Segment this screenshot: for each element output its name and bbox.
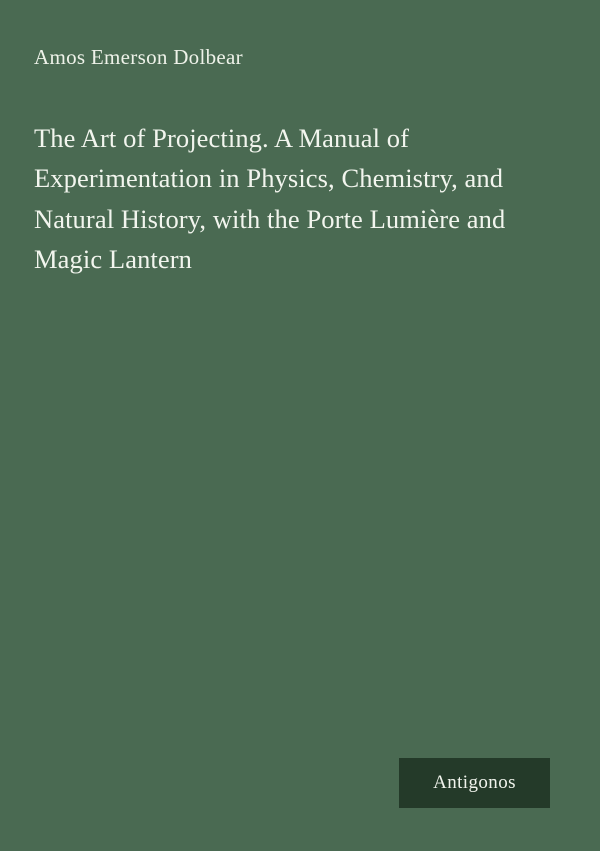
publisher-name: Antigonos xyxy=(433,772,516,793)
publisher-badge xyxy=(399,758,550,808)
book-title: The Art of Projecting. A Manual of Experimentation in Physics, Chemistry, and Natural History, with the Porte Lumière and Magic Lantern xyxy=(34,123,506,274)
author-name: Amos Emerson Dolbear xyxy=(34,45,243,69)
